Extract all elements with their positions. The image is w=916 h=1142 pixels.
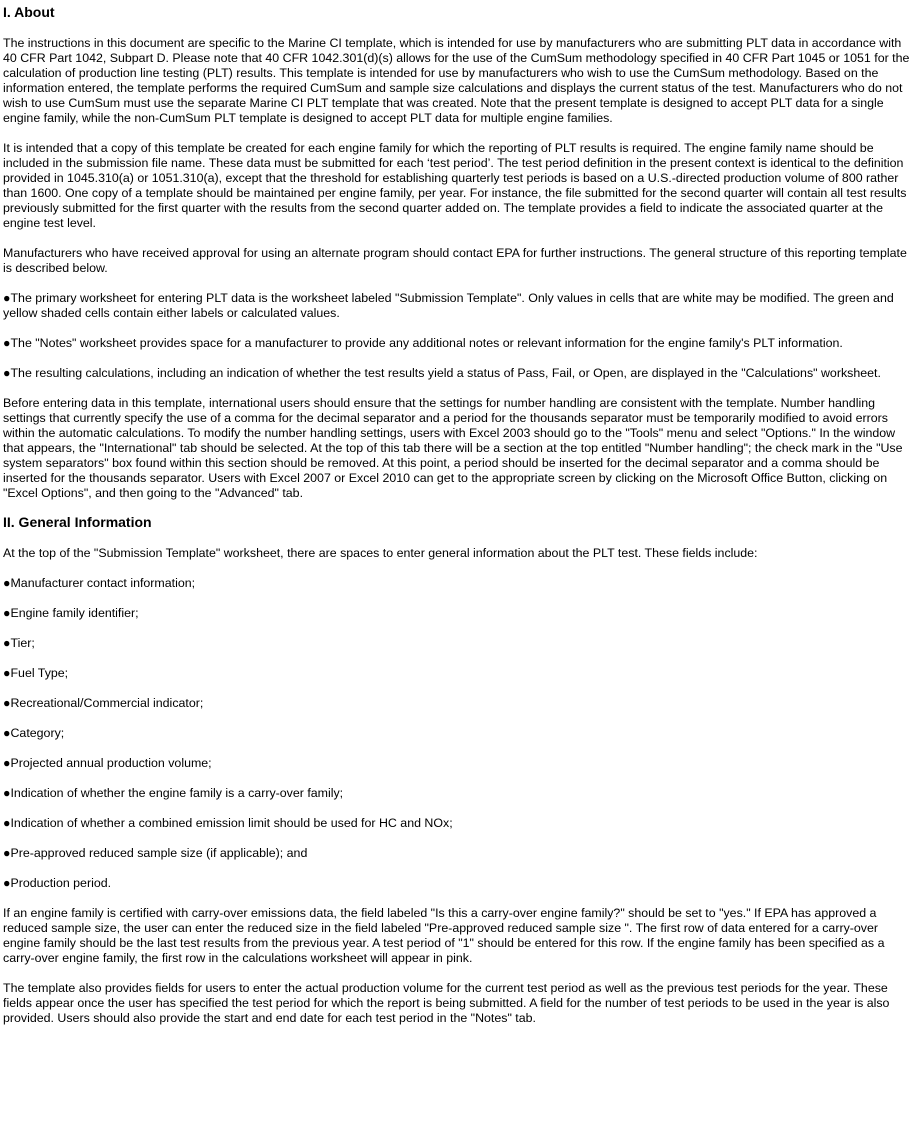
field-list-item: ● Manufacturer contact information; — [3, 576, 913, 591]
section-heading-about: I. About — [3, 4, 55, 20]
about-paragraph: Manufacturers who have received approval for using an alternate program should contact EPA for further instructions. The general structure of this reporting template is described below. — [3, 246, 907, 275]
general-intro: At the top of the "Submission Template" worksheet, there are spaces to enter general information about the PLT test. These fields include: — [3, 546, 758, 560]
section-heading-general-information: II. General Information — [3, 514, 152, 530]
bullet-item: ● The "Notes" worksheet provides space for a manufacturer to provide any additional notes or relevant information for the engine family's PLT information. — [3, 336, 913, 351]
field-list-item: ● Engine family identifier; — [3, 606, 913, 621]
bullet-item: ● The primary worksheet for entering PLT data is the worksheet labeled "Submission Template". Only values in cells that are white may be modified. The green and yellow shaded cells contain either labels or calculated values. — [3, 291, 913, 321]
bullet-item: ● The resulting calculations, including an indication of whether the test results yield a status of Pass, Fail, or Open, are displayed in the "Calculations" worksheet. — [3, 366, 913, 381]
about-paragraph: The instructions in this document are specific to the Marine CI template, which is intended for use by manufacturers who are submitting PLT data in accordance with 40 CFR Part 1042, Subpart D. Please note that 40 CFR 1042.301(d)(s) allows for the use of the CumSum methodology specified in 40 CFR Part 1045 or 1051 for the calculation of production line testing (PLT) results. This template is intended for use by manufacturers who wish to use the CumSum methodology. Based on the information entered, the template performs the required CumSum and sample size calculations and displays the current status of the test. Manufacturers who do not wish to use CumSum must use the separate Marine CI PLT template that was created. Note that the present template is designed to accept PLT data for a single engine family, while the non-CumSum PLT template is designed to accept PLT data for multiple engine families. — [3, 36, 910, 125]
about-paragraph: Before entering data in this template, international users should ensure that the settings for number handling are consistent with the template. Number handling settings that currently specify the use of a comma for the decimal separator and a period for the thousands separator must be temporarily modified to avoid errors within the automatic calculations. To modify the number handling settings, users with Excel 2003 should go to the "Tools" menu and select "Options." In the window that appears, the "International" tab should be selected. At the top of this tab there will be a section at the top entitled "Number handling"; the check mark in the "Use system separators" box found within this section should be removed. At this point, a period should be inserted for the decimal separator and a comma should be inserted for the thousands separator. Users with Excel 2007 or Excel 2010 can get to the appropriate screen by clicking on the Microsoft Office Button, clicking on "Excel Options", and then going to the "Advanced" tab. — [3, 396, 903, 500]
field-list-item: ● Projected annual production volume; — [3, 756, 913, 771]
field-list-item: ● Tier; — [3, 636, 913, 651]
general-paragraph: The template also provides fields for users to enter the actual production volume for the current test period as well as the previous test periods for the year. These fields appear once the user has specified the test period for which the report is being submitted. A field for the number of test periods to be used in the year is also provided. Users should also provide the start and end date for each test period in the "Notes" tab. — [3, 981, 890, 1025]
field-list-item: ● Indication of whether a combined emission limit should be used for HC and NOx; — [3, 816, 913, 831]
field-list-item: ● Pre-approved reduced sample size (if applicable); and — [3, 846, 913, 861]
field-list-item: ● Recreational/Commercial indicator; — [3, 696, 913, 711]
about-paragraph: It is intended that a copy of this template be created for each engine family for which the reporting of PLT results is required. The engine family name should be included in the submission file name. These data must be submitted for each ‘test period’. The test period definition in the present context is identical to the definition provided in 1045.310(a) or 1051.310(a), except that the threshold for establishing quarterly test periods is based on a U.S.-directed production volume of 800 rather than 1600. One copy of a template should be maintained per engine family, per year. For instance, the file submitted for the second quarter will contain all test results previously submitted for the first quarter with the results from the second quarter added on. The template provides a field to indicate the associated quarter at the engine test level. — [3, 141, 907, 230]
field-list-item: ● Fuel Type; — [3, 666, 913, 681]
field-list-item: ● Production period. — [3, 876, 913, 891]
general-paragraph: If an engine family is certified with carry-over emissions data, the field labeled "Is this a carry-over engine family?" should be set to "yes." If EPA has approved a reduced sample size, the user can enter the reduced size in the field labeled "Pre-approved reduced sample size ". The first row of data entered for a carry-over engine family should be the last test results from the previous year. A test period of "1" should be entered for this row. If the engine family has been specified as a carry-over engine family, the first row in the calculations worksheet will appear in pink. — [3, 906, 885, 965]
field-list-item: ● Indication of whether the engine family is a carry-over family; — [3, 786, 913, 801]
field-list-item: ● Category; — [3, 726, 913, 741]
